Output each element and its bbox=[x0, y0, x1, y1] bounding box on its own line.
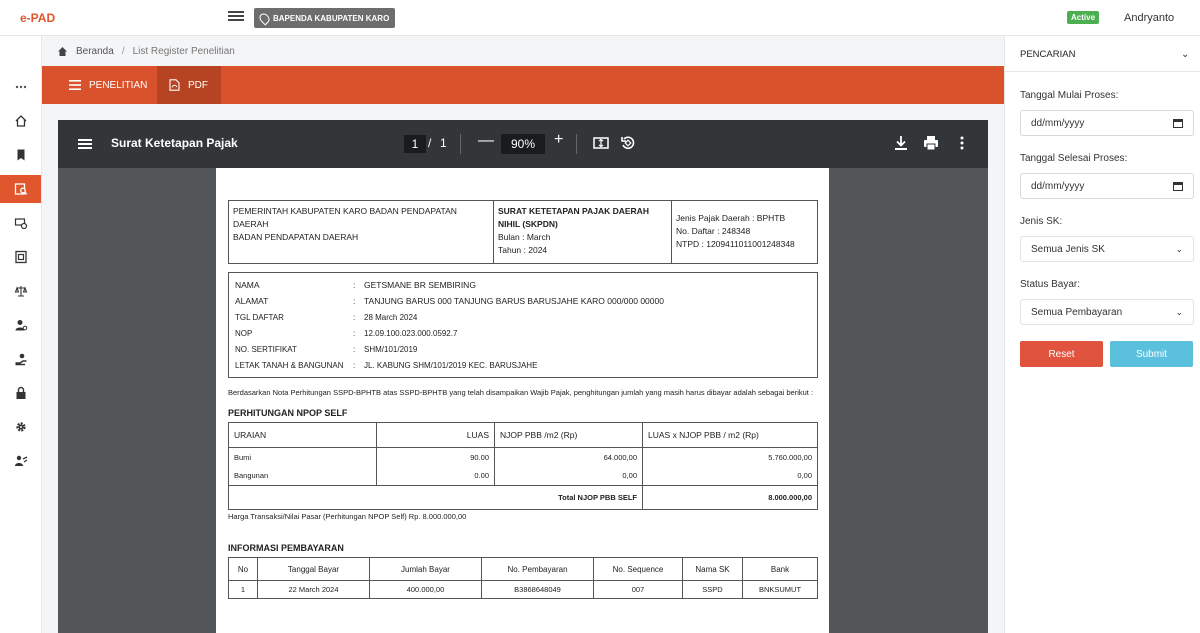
reset-button[interactable]: Reset bbox=[1020, 341, 1103, 367]
fit-page-icon[interactable] bbox=[592, 134, 610, 152]
location-pin-icon bbox=[257, 11, 271, 25]
org-badge bbox=[254, 8, 395, 28]
doc-title: SURAT KETETAPAN PAJAK DAERAH NIHIL (SKPDN) bbox=[498, 206, 649, 229]
search-doc-icon[interactable] bbox=[0, 175, 41, 203]
ntpd: NTPD : 1209411011001248348 bbox=[676, 239, 795, 249]
chevron-down-icon: ⌄ bbox=[1175, 243, 1183, 254]
menu-toggle-icon[interactable] bbox=[228, 9, 244, 25]
lock-icon[interactable] bbox=[0, 379, 41, 407]
page-total: 1 bbox=[440, 136, 447, 150]
document-body bbox=[228, 200, 818, 599]
start-date-label: Tanggal Mulai Proses: bbox=[1020, 90, 1119, 101]
table-cell: 0,00 bbox=[495, 467, 643, 486]
table-header-row bbox=[229, 558, 818, 581]
table-cell: 5.760.000,00 bbox=[643, 448, 818, 467]
jenis-sk-select[interactable] bbox=[1020, 236, 1194, 262]
end-date-label: Tanggal Selesai Proses: bbox=[1020, 153, 1128, 164]
table-row bbox=[229, 448, 818, 467]
pdf-viewer bbox=[58, 120, 988, 633]
gear-icon[interactable] bbox=[0, 413, 41, 441]
header-left-cell bbox=[229, 201, 494, 264]
breadcrumb-separator: / bbox=[121, 45, 125, 57]
table-cell: BNKSUMUT bbox=[743, 581, 818, 599]
table-cell: 0.00 bbox=[377, 467, 495, 486]
identity-row: NO. SERTIFIKAT : SHM/101/2019 bbox=[235, 344, 418, 354]
table-row bbox=[229, 467, 818, 486]
submit-button[interactable]: Submit bbox=[1110, 341, 1193, 367]
column-header: Jumlah Bayar bbox=[370, 558, 482, 581]
identity-value: TANJUNG BARUS 000 TANJUNG BARUS BARUSJAHE KARO 000/000 00000 bbox=[364, 296, 664, 306]
identity-key: LETAK TANAH & BANGUNAN bbox=[235, 360, 344, 370]
identity-value: GETSMANE BR SEMBIRING bbox=[364, 280, 476, 290]
app-logo[interactable]: e-PAD bbox=[20, 11, 56, 25]
tab-bar bbox=[42, 66, 1004, 104]
status-bayar-label: Status Bayar: bbox=[1020, 279, 1081, 290]
total-row bbox=[229, 486, 818, 510]
start-date-input[interactable] bbox=[1020, 110, 1194, 136]
identity-value: 12.09.100.023.000.0592.7 bbox=[364, 328, 458, 338]
download-icon[interactable] bbox=[892, 134, 910, 152]
toolbar-divider bbox=[576, 134, 577, 154]
table-cell: 22 March 2024 bbox=[258, 581, 370, 599]
user-menu[interactable]: Andryanto bbox=[1124, 12, 1175, 24]
status-bayar-select[interactable] bbox=[1020, 299, 1194, 325]
start-date-value: dd/mm/yyyy bbox=[1031, 117, 1085, 129]
money-icon[interactable] bbox=[0, 209, 41, 237]
breadcrumb-current: List Register Penelitian bbox=[132, 45, 235, 57]
table-cell: SSPD bbox=[683, 581, 743, 599]
doc-bulan: Bulan : March bbox=[498, 232, 551, 242]
column-header: Nama SK bbox=[683, 558, 743, 581]
column-header: LUAS x NJOP PBB / m2 (Rp) bbox=[643, 423, 818, 448]
harga-transaksi: Harga Transaksi/Nilai Pasar (Perhitungan NPOP Self) Rp. 8.000.000,00 bbox=[228, 512, 467, 521]
menu-icon bbox=[69, 80, 81, 90]
rotate-icon[interactable] bbox=[619, 134, 637, 152]
search-panel-title: PENCARIAN bbox=[1020, 49, 1076, 60]
payment-section-title: INFORMASI PEMBAYARAN bbox=[228, 543, 344, 553]
calculation-note: Berdasarkan Nota Perhitungan SSPD-BPHTB atas SSPD-BPHTB yang telah disampaikan Wajib Pajak, penghitungan jumlah yang masih harus dibayar adalah sebagai berikut : bbox=[228, 388, 814, 397]
column-header: URAIAN bbox=[229, 423, 377, 448]
search-panel bbox=[1004, 36, 1200, 633]
header-mid-cell bbox=[494, 201, 672, 264]
identity-key: ALAMAT bbox=[235, 296, 269, 306]
identity-key: NO. SERTIFIKAT bbox=[235, 344, 297, 354]
tab-pdf[interactable] bbox=[157, 66, 221, 104]
table-cell: Bumi bbox=[229, 448, 377, 467]
no-daftar: No. Daftar : 248348 bbox=[676, 226, 751, 236]
total-value: 8.000.000,00 bbox=[643, 486, 818, 510]
zoom-out-button[interactable]: — bbox=[478, 132, 494, 149]
status-bayar-value: Semua Pembayaran bbox=[1031, 306, 1123, 318]
divider bbox=[1005, 71, 1200, 72]
org-badge-label: BAPENDA KABUPATEN KARO bbox=[273, 13, 390, 23]
doc-tahun: Tahun : 2024 bbox=[498, 245, 548, 255]
sidebar bbox=[0, 36, 42, 633]
pdf-title: Surat Ketetapan Pajak bbox=[111, 136, 238, 150]
npop-calc-table bbox=[228, 422, 818, 510]
identity-value: JL. KABUNG SHM/101/2019 KEC. BARUSJAHE bbox=[364, 360, 538, 370]
column-header: NJOP PBB /m2 (Rp) bbox=[495, 423, 643, 448]
document-icon[interactable] bbox=[0, 243, 41, 271]
table-cell: Bangunan bbox=[229, 467, 377, 486]
header-agency: PEMERINTAH KABUPATEN KARO BADAN PENDAPATAN DAERAH bbox=[233, 206, 457, 229]
table-row bbox=[229, 581, 818, 599]
column-header: No bbox=[229, 558, 258, 581]
table-cell: B3868648049 bbox=[482, 581, 594, 599]
calc-section-title: PERHITUNGAN NPOP SELF bbox=[228, 408, 348, 418]
identity-value: SHM/101/2019 bbox=[364, 344, 418, 354]
table-header-row bbox=[229, 423, 818, 448]
truck-user-icon[interactable] bbox=[0, 447, 41, 475]
identity-key: NAMA bbox=[235, 280, 260, 290]
jenis-sk-label: Jenis SK: bbox=[1020, 216, 1063, 227]
more-icon[interactable] bbox=[0, 73, 41, 101]
table-cell: 90.00 bbox=[377, 448, 495, 467]
header-agency-sub: BADAN PENDAPATAN DAERAH bbox=[233, 232, 359, 242]
table-cell: 1 bbox=[229, 581, 258, 599]
identity-row: ALAMAT : TANJUNG BARUS 000 TANJUNG BARUS BARUSJAHE KARO 000/000 00000 bbox=[235, 296, 664, 306]
print-icon[interactable] bbox=[922, 134, 940, 152]
table-cell: 400.000,00 bbox=[370, 581, 482, 599]
column-header: No. Sequence bbox=[594, 558, 683, 581]
page-number-input[interactable]: 1 bbox=[404, 135, 426, 153]
column-header: No. Pembayaran bbox=[482, 558, 594, 581]
breadcrumb bbox=[42, 36, 1004, 66]
pdf-menu-icon[interactable] bbox=[78, 137, 92, 151]
total-label: Total NJOP PBB SELF bbox=[229, 486, 643, 510]
bookmark-icon[interactable] bbox=[0, 141, 41, 169]
user-gear-icon[interactable] bbox=[0, 311, 41, 339]
jenis-sk-value: Semua Jenis SK bbox=[1031, 243, 1105, 255]
identity-row: NOP : 12.09.100.023.000.0592.7 bbox=[235, 328, 458, 338]
home-icon[interactable] bbox=[0, 107, 41, 135]
column-header: Bank bbox=[743, 558, 818, 581]
top-bar bbox=[0, 0, 1200, 36]
end-date-input[interactable] bbox=[1020, 173, 1194, 199]
identity-key: NOP bbox=[235, 328, 253, 338]
identity-row: TGL DAFTAR : 28 March 2024 bbox=[235, 312, 418, 322]
chevron-down-icon: ⌄ bbox=[1175, 306, 1183, 317]
chevron-down-icon[interactable]: ⌄ bbox=[1181, 49, 1190, 60]
table-cell: 64.000,00 bbox=[495, 448, 643, 467]
identity-key: TGL DAFTAR bbox=[235, 312, 284, 322]
end-date-value: dd/mm/yyyy bbox=[1031, 180, 1085, 192]
column-header: LUAS bbox=[377, 423, 495, 448]
column-header: Tanggal Bayar bbox=[258, 558, 370, 581]
jenis-pajak: Jenis Pajak Daerah : BPHTB bbox=[676, 213, 786, 223]
document-header-table bbox=[228, 200, 818, 264]
table-cell: 0,00 bbox=[643, 467, 818, 486]
identity-row: LETAK TANAH & BANGUNAN : JL. KABUNG SHM/101/2019 KEC. BARUSJAHE bbox=[235, 360, 538, 370]
identity-row: NAMA : GETSMANE BR SEMBIRING bbox=[235, 280, 476, 290]
header-right-cell bbox=[672, 201, 818, 264]
tab-penelitian[interactable] bbox=[57, 66, 159, 104]
pdf-page bbox=[216, 168, 829, 633]
hand-user-icon[interactable] bbox=[0, 345, 41, 373]
home-icon[interactable] bbox=[57, 46, 68, 57]
pdf-icon bbox=[169, 79, 180, 91]
scale-icon[interactable] bbox=[0, 277, 41, 305]
more-options-icon[interactable] bbox=[953, 134, 971, 152]
zoom-in-button[interactable]: + bbox=[554, 131, 564, 148]
payment-table bbox=[228, 557, 818, 599]
table-cell: 007 bbox=[594, 581, 683, 599]
calendar-icon[interactable] bbox=[1173, 118, 1183, 128]
tab-pdf-label: PDF bbox=[188, 79, 208, 91]
status-badge: Active bbox=[1067, 11, 1099, 24]
calendar-icon[interactable] bbox=[1173, 181, 1183, 191]
pdf-toolbar bbox=[58, 120, 988, 168]
identity-value: 28 March 2024 bbox=[364, 312, 418, 322]
toolbar-divider bbox=[460, 134, 461, 154]
breadcrumb-home[interactable]: Beranda bbox=[76, 45, 114, 57]
zoom-input[interactable]: 90% bbox=[501, 134, 545, 154]
page-separator: / bbox=[428, 136, 432, 150]
tab-penelitian-label: PENELITIAN bbox=[89, 79, 148, 91]
taxpayer-identity-box bbox=[228, 272, 818, 378]
